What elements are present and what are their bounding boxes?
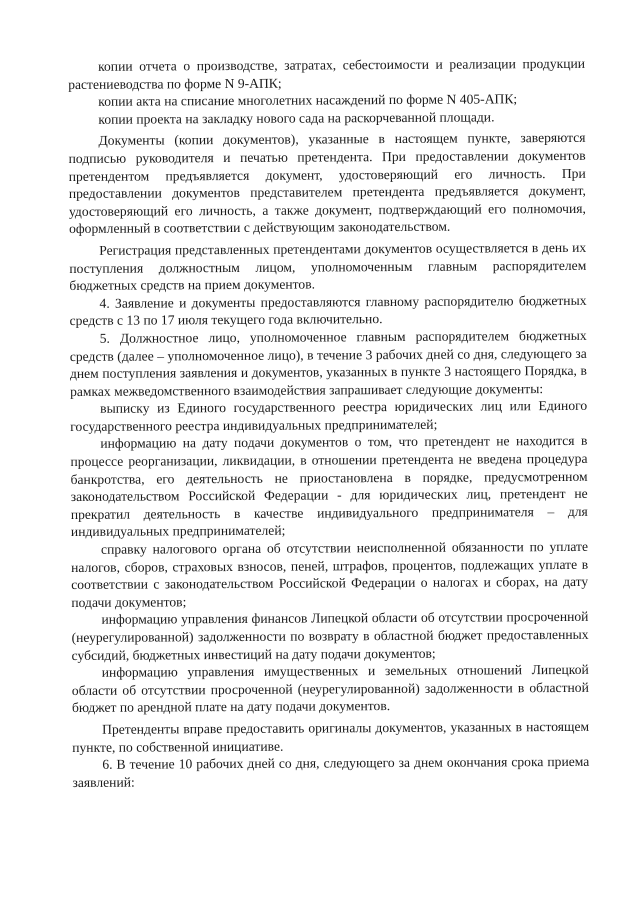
paragraph-reorganization-info: информацию на дату подачи документов о том, что претендент не находится в процессе реорганизации, ликвидации, в отношении претендента не введена процедура банкротства, его деятельность не приостановлена в порядке, предусмотренном законодательством Российской Федерации - для юридических лиц, претендент не прекратил деятельность в качестве индивидуального предпринимателя – для индивидуальных предпринимателей;	[70, 433, 588, 540]
paragraph-registry-extract: выписку из Единого государственного реестра юридических лиц или Единого государственного реестра индивидуальных предпринимателей;	[70, 398, 588, 434]
paragraph-tax-certificate: справку налогового органа об отсутствии неисполненной обязанности по уплате налогов, сборов, страховых взносов, пеней, штрафов, процентов, подлежащих уплате в соответствии с законодательством Российской Федерации о налогах и сборах, на дату подачи документов;	[71, 538, 589, 610]
paragraph-item-5: 5. Должностное лицо, уполномоченное главным распорядителем бюджетных средств (далее – уполномоченное лицо), в течение 3 рабочих дней со дня, следующего за днем поступления заявления и документов, указанных в пункте 3 настоящего Порядка, в рамках межведомственного взаимодействия запрашивает следующие документы:	[69, 327, 587, 399]
paragraph-report-copy: копии отчета о производстве, затратах, себестоимости и реализации продукции растениеводства по форме N 9-АПК;	[68, 55, 586, 92]
paragraph-documents-certification: Документы (копии документов), указанные в настоящем пункте, заверяются подписью руководителя и печатью претендента. При предоставлении документов претендентом предъявляется документ, удостоверяющий его личность. При предоставлении документов представителем претендента предъявляется документ, удостоверяющий его личность, а также документ, подтверждающий его полномочия, оформленный в соответствии с действующим законодательством.	[68, 130, 586, 237]
paragraph-act-copy: копии акта на списание многолетних насаждений по форме N 405-АПК;	[98, 91, 518, 110]
paragraph-property-info: информацию управления имущественных и земельных отношений Липецкой области об отсутствии просроченной (неурегулированной) задолженности в областной бюджет по арендной плате на дату подачи документов.	[71, 662, 589, 716]
paragraph-item-6: 6. В течение 10 рабочих дней со дня, следующего за днем окончания срока приема заявлений:	[72, 753, 590, 790]
paragraph-finance-info: информацию управления финансов Липецкой области об отсутствии просроченной (неурегулированной) задолженности по возврату в областной бюджет предоставленных субсидий, бюджетных инвестиций на дату подачи документов;	[71, 609, 589, 663]
paragraph-project-copy: копии проекта на закладку нового сада на раскорчеванной площади.	[98, 109, 495, 127]
paragraph-item-4: 4. Заявление и документы предоставляются главному распорядителю бюджетных средств с 13 по 17 июля текущего года включительно.	[69, 292, 587, 329]
document-body	[68, 55, 589, 791]
paragraph-originals: Претенденты вправе предоставить оригиналы документов, указанных в настоящем пункте, по собственной инициативе.	[72, 718, 590, 755]
paragraph-registration: Регистрация представленных претендентами документов осуществляется в день их поступления должностным лицом, уполномоченным главным распорядителем бюджетных средств на прием документов.	[69, 239, 587, 294]
